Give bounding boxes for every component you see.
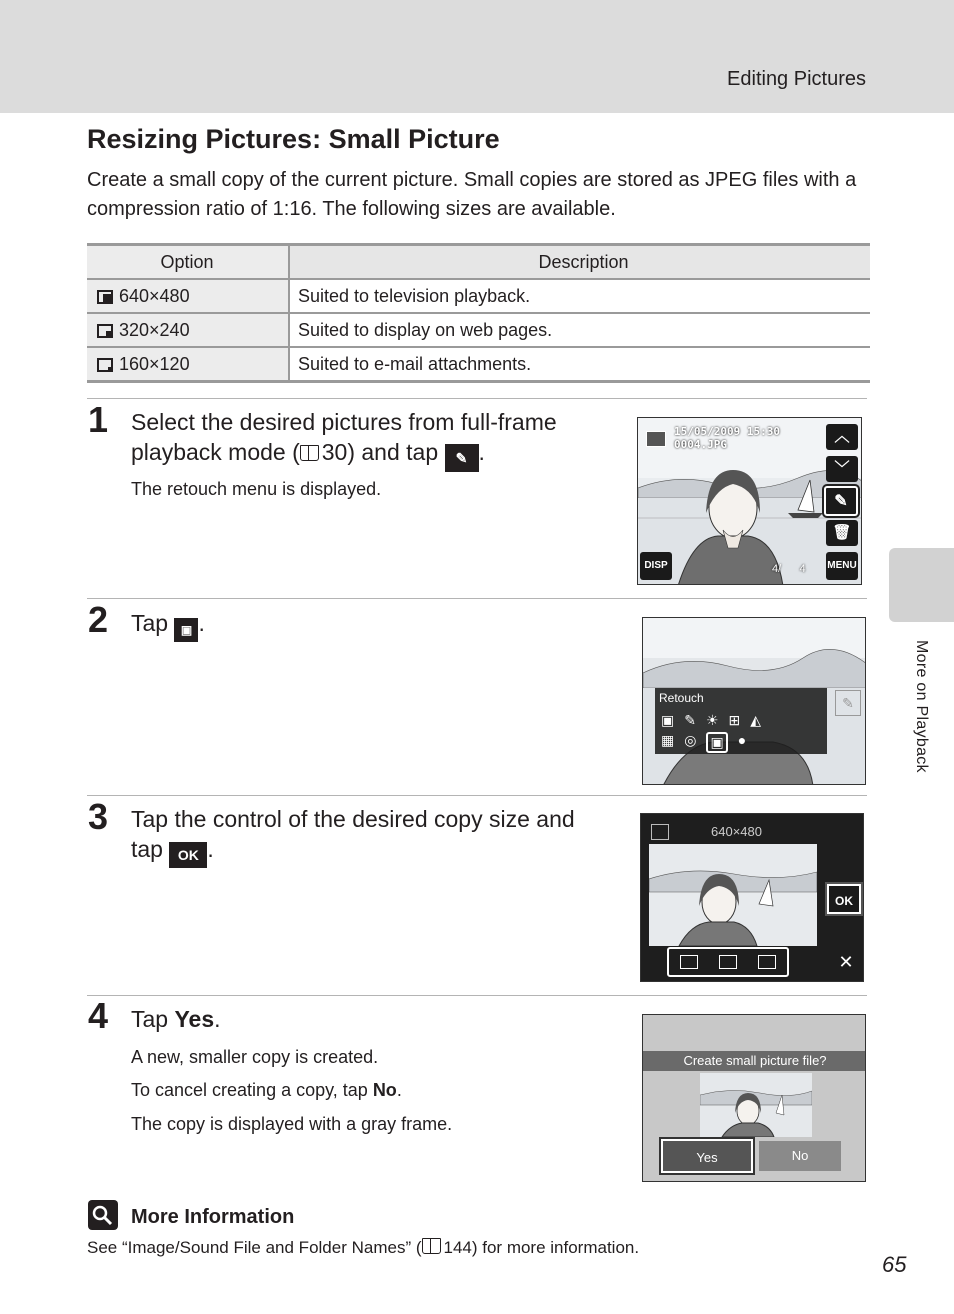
step-3-instruction [131,804,601,868]
more-info-text [87,1238,639,1258]
divider [87,598,867,599]
page-ref: 144 [443,1238,472,1257]
divider [87,995,867,996]
table-header-description: Description [289,245,870,280]
step-4-note [131,1080,402,1100]
retouch-row-2 [661,732,746,753]
scroll-down-button[interactable]: ﹀ [826,456,858,482]
no-button[interactable]: No [759,1141,841,1171]
book-ref-icon [300,445,319,461]
table-row [87,347,870,382]
section-label: Editing Pictures [727,68,866,90]
camera-screen-confirm [642,1014,866,1182]
retouch-tab-icon[interactable]: ✎ [835,690,861,716]
menu-button[interactable]: MENU [826,552,858,580]
size-640-icon [97,290,113,304]
ok-icon: OK [169,842,207,868]
step-text: Tap [131,610,169,636]
page-title: Resizing Pictures: Small Picture [87,124,500,154]
camera-screen-retouch-menu [642,617,866,785]
retouch-menu-title: Retouch [659,691,704,705]
edge-icon[interactable]: ◎ [684,732,697,748]
camera-screen-playback [637,417,862,585]
step-2-instruction [131,608,601,642]
step-number: 4 [88,995,109,1036]
yes-label: Yes [174,1006,215,1032]
side-tab-label: More on Playback [913,640,930,773]
size-640-button[interactable] [680,955,698,969]
quick-retouch-icon[interactable]: ▣ [661,712,675,728]
option-label: 160×120 [119,353,190,374]
step-text: ) and tap [347,439,439,465]
image-tone-icon[interactable]: ◭ [750,712,762,728]
close-icon[interactable]: ✕ [838,952,854,972]
divider [87,398,867,399]
step-text: . [478,439,485,465]
table-header-option: Option [87,245,289,280]
preview-photo [649,844,817,946]
size-options-table [87,243,870,383]
side-tab [889,548,954,622]
step-text: . [207,836,214,862]
size-160-button[interactable] [758,955,776,969]
table-row [87,313,870,347]
frame-counter: 4/ 4 [772,563,806,575]
retouch-button[interactable]: ✎ [824,486,858,516]
table-row [87,279,870,313]
option-label: 640×480 [119,285,190,306]
paint-icon[interactable]: ✎ [684,712,696,728]
page-number: 65 [882,1252,907,1277]
photo-datetime: 15/05/2009 15:30 [674,425,780,438]
size-indicator-icon [651,824,669,840]
divider [87,795,867,796]
photo-filename: 0004.JPG [674,438,727,451]
delete-button[interactable]: 🗑 [826,520,858,546]
more-info-text-part: See “Image/Sound File and Folder Names” ( [87,1238,422,1257]
size-320-button[interactable] [719,955,737,969]
retouch-row-1 [661,712,761,729]
header-band [0,0,954,113]
play-mode-icon [646,431,666,447]
step-number: 1 [88,399,109,440]
option-label: 320×240 [119,319,190,340]
crop-icon[interactable]: ⊞ [728,712,741,728]
step-text: . [214,1006,221,1032]
step-4-note: The copy is displayed with a gray frame. [131,1114,453,1134]
step-text: Tap the control of the desired copy size and tap [131,806,575,862]
option-description: Suited to display on web pages. [289,313,870,347]
intro-paragraph: Create a small copy of the current picture. Small copies are stored as JPEG files with a compression ratio of 1:16. The following sizes are available. [87,169,857,220]
retouch-menu-panel [655,688,827,754]
step-number: 2 [88,599,109,640]
magnifier-glyph [88,1200,118,1230]
small-picture-icon: ▣ [174,618,198,642]
voice-memo-icon[interactable]: ● [737,732,747,748]
more-info-text-part: ) for more information. [471,1238,640,1257]
photo-info [674,425,780,451]
stamp-icon[interactable]: ▦ [661,732,675,748]
step-text: . [198,610,205,636]
yes-button[interactable]: Yes [661,1139,753,1173]
step-text: Select the desired pictures from full-frame playback mode ( [131,409,557,465]
step-1-note: The retouch menu is displayed. [131,479,382,499]
disp-button[interactable]: DISP [640,552,672,580]
confirm-question: Create small picture file? [643,1051,866,1071]
step-text: Tap [131,1006,175,1032]
step-number: 3 [88,796,109,837]
size-160-icon [97,358,113,372]
option-description: Suited to e-mail attachments. [289,347,870,382]
small-picture-option-icon[interactable]: ▣ [706,732,727,753]
d-lighting-icon[interactable]: ☀ [705,712,719,728]
camera-screen-size-select [640,813,864,982]
option-description: Suited to television playback. [289,279,870,313]
size-320-icon [97,324,113,338]
step-1-instruction [131,407,601,472]
page-ref: 30 [321,439,348,465]
selected-size-label: 640×480 [711,824,762,839]
note-text: To cancel creating a copy, tap [131,1080,373,1100]
book-ref-icon [422,1238,441,1254]
confirm-photo [700,1073,812,1137]
no-label: No [372,1080,397,1100]
size-selector [667,947,789,977]
step-4-instruction [131,1004,601,1034]
more-info-title: More Information [131,1206,295,1228]
more-info-icon [88,1200,118,1230]
retouch-icon: ✎ [445,444,479,472]
step-4-note: A new, smaller copy is created. [131,1047,379,1067]
ok-button[interactable]: OK [827,884,861,914]
note-text: . [396,1080,402,1100]
scroll-up-button[interactable]: ︿ [826,424,858,450]
